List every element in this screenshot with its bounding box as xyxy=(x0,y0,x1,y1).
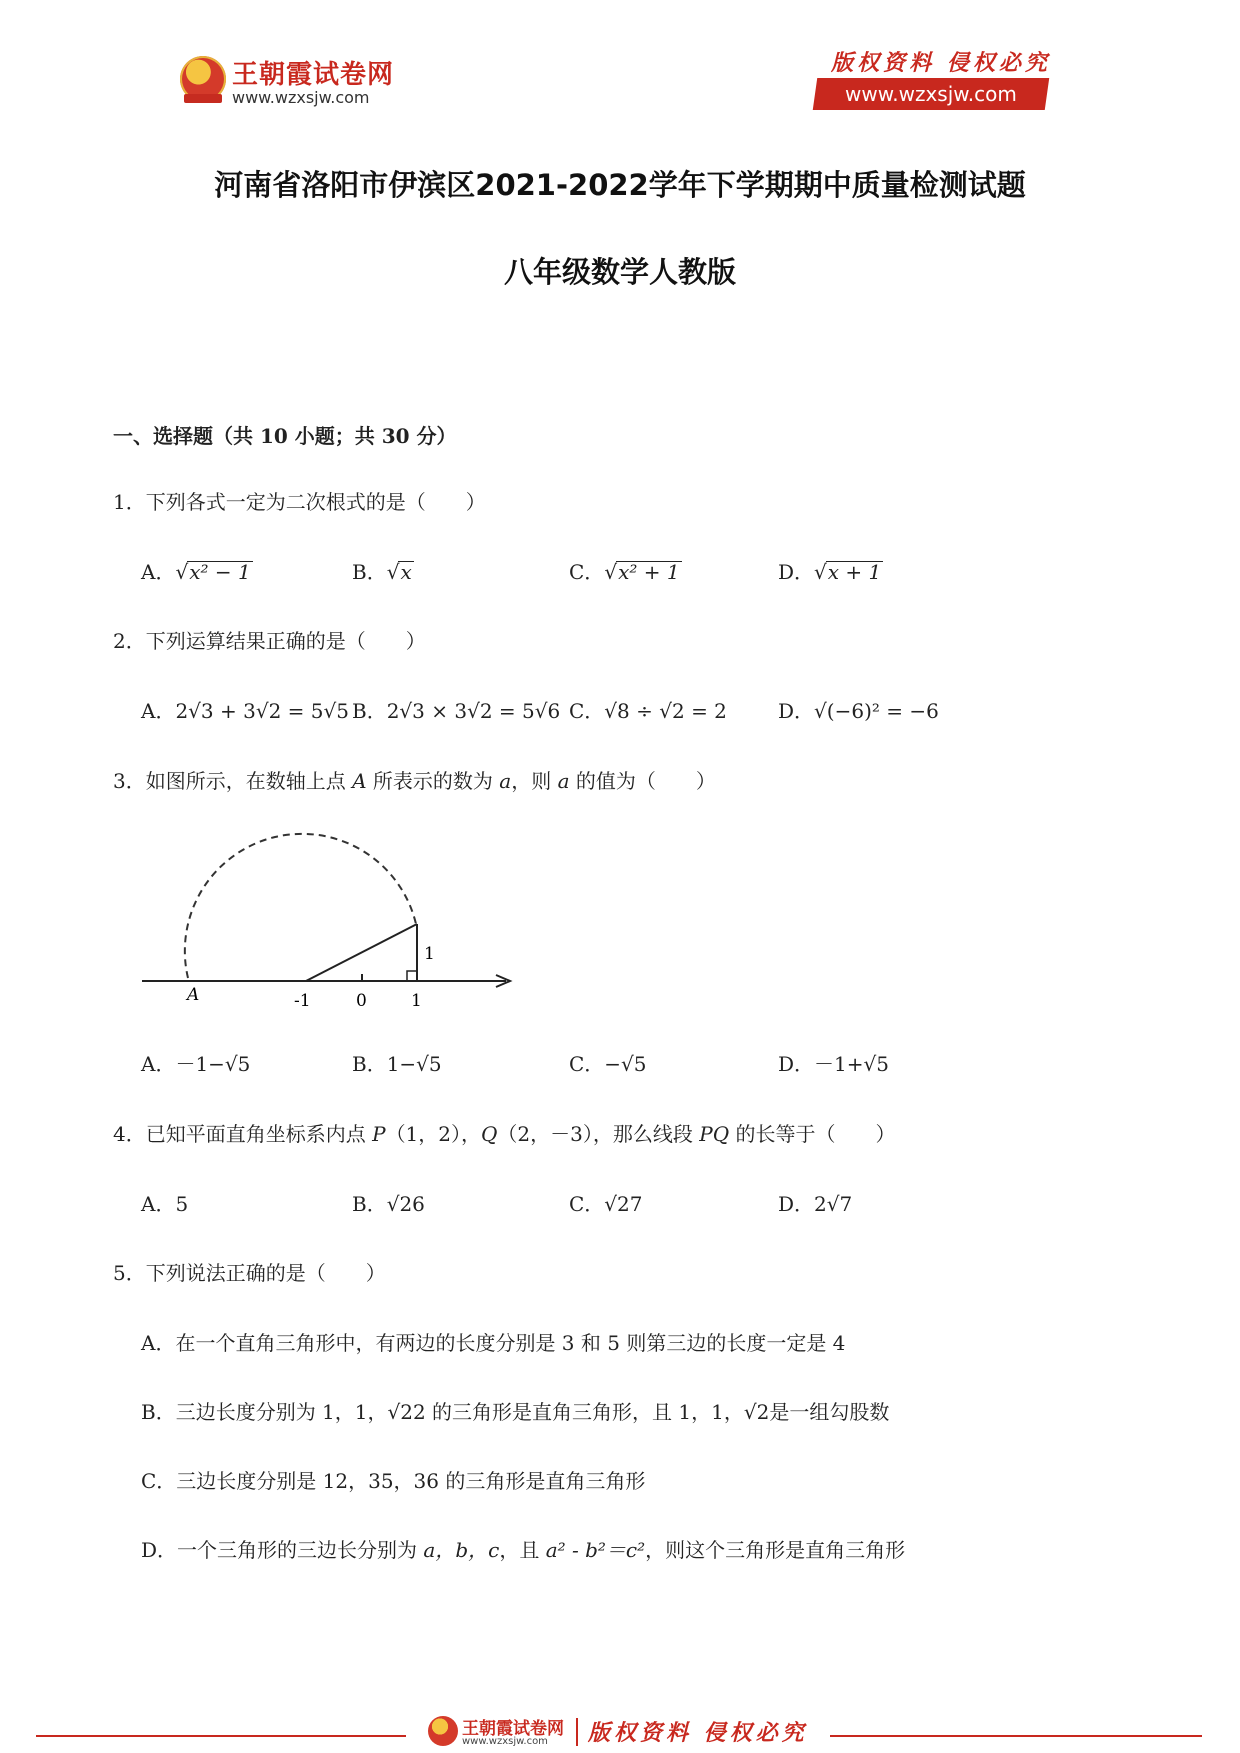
number-line-figure xyxy=(130,820,530,1020)
footer-divider-right xyxy=(830,1735,1202,1737)
question-4-option-c: C．√27 xyxy=(569,1192,643,1216)
document-subtitle: 八年级数学人教版 xyxy=(503,255,736,289)
option-label: B． xyxy=(352,560,387,584)
stem-text: （2，－3），那么线段 xyxy=(497,1122,700,1146)
question-2-option-a: A．2√3 + 3√2 = 5√5 xyxy=(141,699,349,723)
footer-divider-left xyxy=(36,1735,406,1737)
footer-url: www.wzxsjw.com xyxy=(462,1736,548,1747)
label-height: 1 xyxy=(424,944,435,964)
logo-title: 王朝霞试卷网 xyxy=(232,60,395,90)
variable-a: a xyxy=(557,769,570,793)
stem-text: 所表示的数为 xyxy=(366,769,500,793)
stem-text: 的值为（ ） xyxy=(569,769,716,793)
question-5-option-a: A．在一个直角三角形中，有两边的长度分别是 3 和 5 则第三边的长度一定是 4 xyxy=(141,1331,846,1355)
right-angle-mark xyxy=(407,971,417,981)
section-heading: 一、选择题（共 10 小题；共 30 分） xyxy=(113,424,457,448)
stem-text: 3．如图所示，在数轴上点 xyxy=(113,769,353,793)
option-label: A． xyxy=(141,560,176,584)
logo-url: www.wzxsjw.com xyxy=(232,88,370,107)
radicand: x² − 1 xyxy=(189,560,251,584)
question-4-option-b: B．√26 xyxy=(352,1192,425,1216)
question-4-stem xyxy=(113,1118,895,1147)
label-a: A xyxy=(187,985,200,1005)
option-text: ，则这个三角形是直角三角形 xyxy=(645,1538,906,1562)
website-url-text: www.wzxsjw.com xyxy=(845,82,1017,106)
question-3-stem xyxy=(113,765,716,794)
hypotenuse xyxy=(306,924,417,981)
stem-text: 4．已知平面直角坐标系内点 xyxy=(113,1122,373,1146)
point-p: P xyxy=(372,1122,386,1146)
point-q: Q xyxy=(481,1122,498,1146)
question-5-option-b: B．三边长度分别为 1，1，√22 的三角形是直角三角形，且 1，1，√2是一组勾股数 xyxy=(141,1400,890,1424)
question-1-option-d: D．√x + 1 xyxy=(778,560,882,584)
question-2-option-d: D．√(−6)² = −6 xyxy=(778,699,939,723)
question-3-option-a: A．－1−√5 xyxy=(141,1052,251,1076)
equation: a² - b²＝c² xyxy=(545,1538,646,1562)
question-2-option-c: C．√8 ÷ √2 = 2 xyxy=(569,699,727,723)
option-text: ，且 xyxy=(499,1538,546,1562)
option-label: D． xyxy=(778,560,815,584)
question-1-option-a: A．√x² − 1 xyxy=(141,560,251,584)
footer-badge-icon xyxy=(428,1716,458,1746)
segment-pq: PQ xyxy=(699,1122,730,1146)
question-3-option-b: B．1−√5 xyxy=(352,1052,442,1076)
copyright-notice: 版权资料 侵权必究 xyxy=(831,50,1051,76)
label-neg-one: -1 xyxy=(294,991,311,1011)
stem-text: （1，2）， xyxy=(385,1122,482,1146)
dashed-arc xyxy=(185,834,416,978)
logo-ribbon-icon xyxy=(184,94,222,103)
stem-text: 的长等于（ ） xyxy=(729,1122,896,1146)
question-3-option-d: D．－1+√5 xyxy=(778,1052,889,1076)
question-2-stem: 2．下列运算结果正确的是（ ） xyxy=(113,629,426,653)
option-label: C． xyxy=(569,560,605,584)
option-text: D．一个三角形的三边长分别为 xyxy=(141,1538,424,1562)
question-5-option-d xyxy=(141,1534,905,1563)
variable-a: a xyxy=(499,769,512,793)
stem-text: ，则 xyxy=(511,769,558,793)
footer-logo-title: 王朝霞试卷网 xyxy=(462,1719,564,1739)
footer-copyright: 版权资料 侵权必究 xyxy=(588,1720,808,1746)
variables: a，b，c xyxy=(423,1538,500,1562)
radicand: x xyxy=(400,560,412,584)
label-zero: 0 xyxy=(356,991,367,1011)
website-url-banner xyxy=(813,78,1049,110)
question-1-option-b: B．√x xyxy=(352,560,412,584)
question-1-option-c: C．√x² + 1 xyxy=(569,560,680,584)
question-5-stem: 5．下列说法正确的是（ ） xyxy=(113,1261,386,1285)
document-title: 河南省洛阳市伊滨区2021-2022学年下学期期中质量检测试题 xyxy=(214,168,1026,202)
radicand: x² + 1 xyxy=(618,560,680,584)
point-a-label: A xyxy=(352,769,367,793)
label-one: 1 xyxy=(411,991,422,1011)
footer-separator xyxy=(576,1718,578,1746)
question-5-option-c: C．三边长度分别是 12，35，36 的三角形是直角三角形 xyxy=(141,1469,646,1493)
question-4-option-a: A．5 xyxy=(141,1192,189,1216)
footer-logo xyxy=(420,1712,840,1752)
question-1-stem: 1．下列各式一定为二次根式的是（ ） xyxy=(113,490,486,514)
site-logo xyxy=(180,50,410,114)
question-2-option-b: B．2√3 × 3√2 = 5√6 xyxy=(352,699,561,723)
radicand: x + 1 xyxy=(827,560,882,584)
question-3-option-c: C．−√5 xyxy=(569,1052,647,1076)
question-4-option-d: D．2√7 xyxy=(778,1192,853,1216)
